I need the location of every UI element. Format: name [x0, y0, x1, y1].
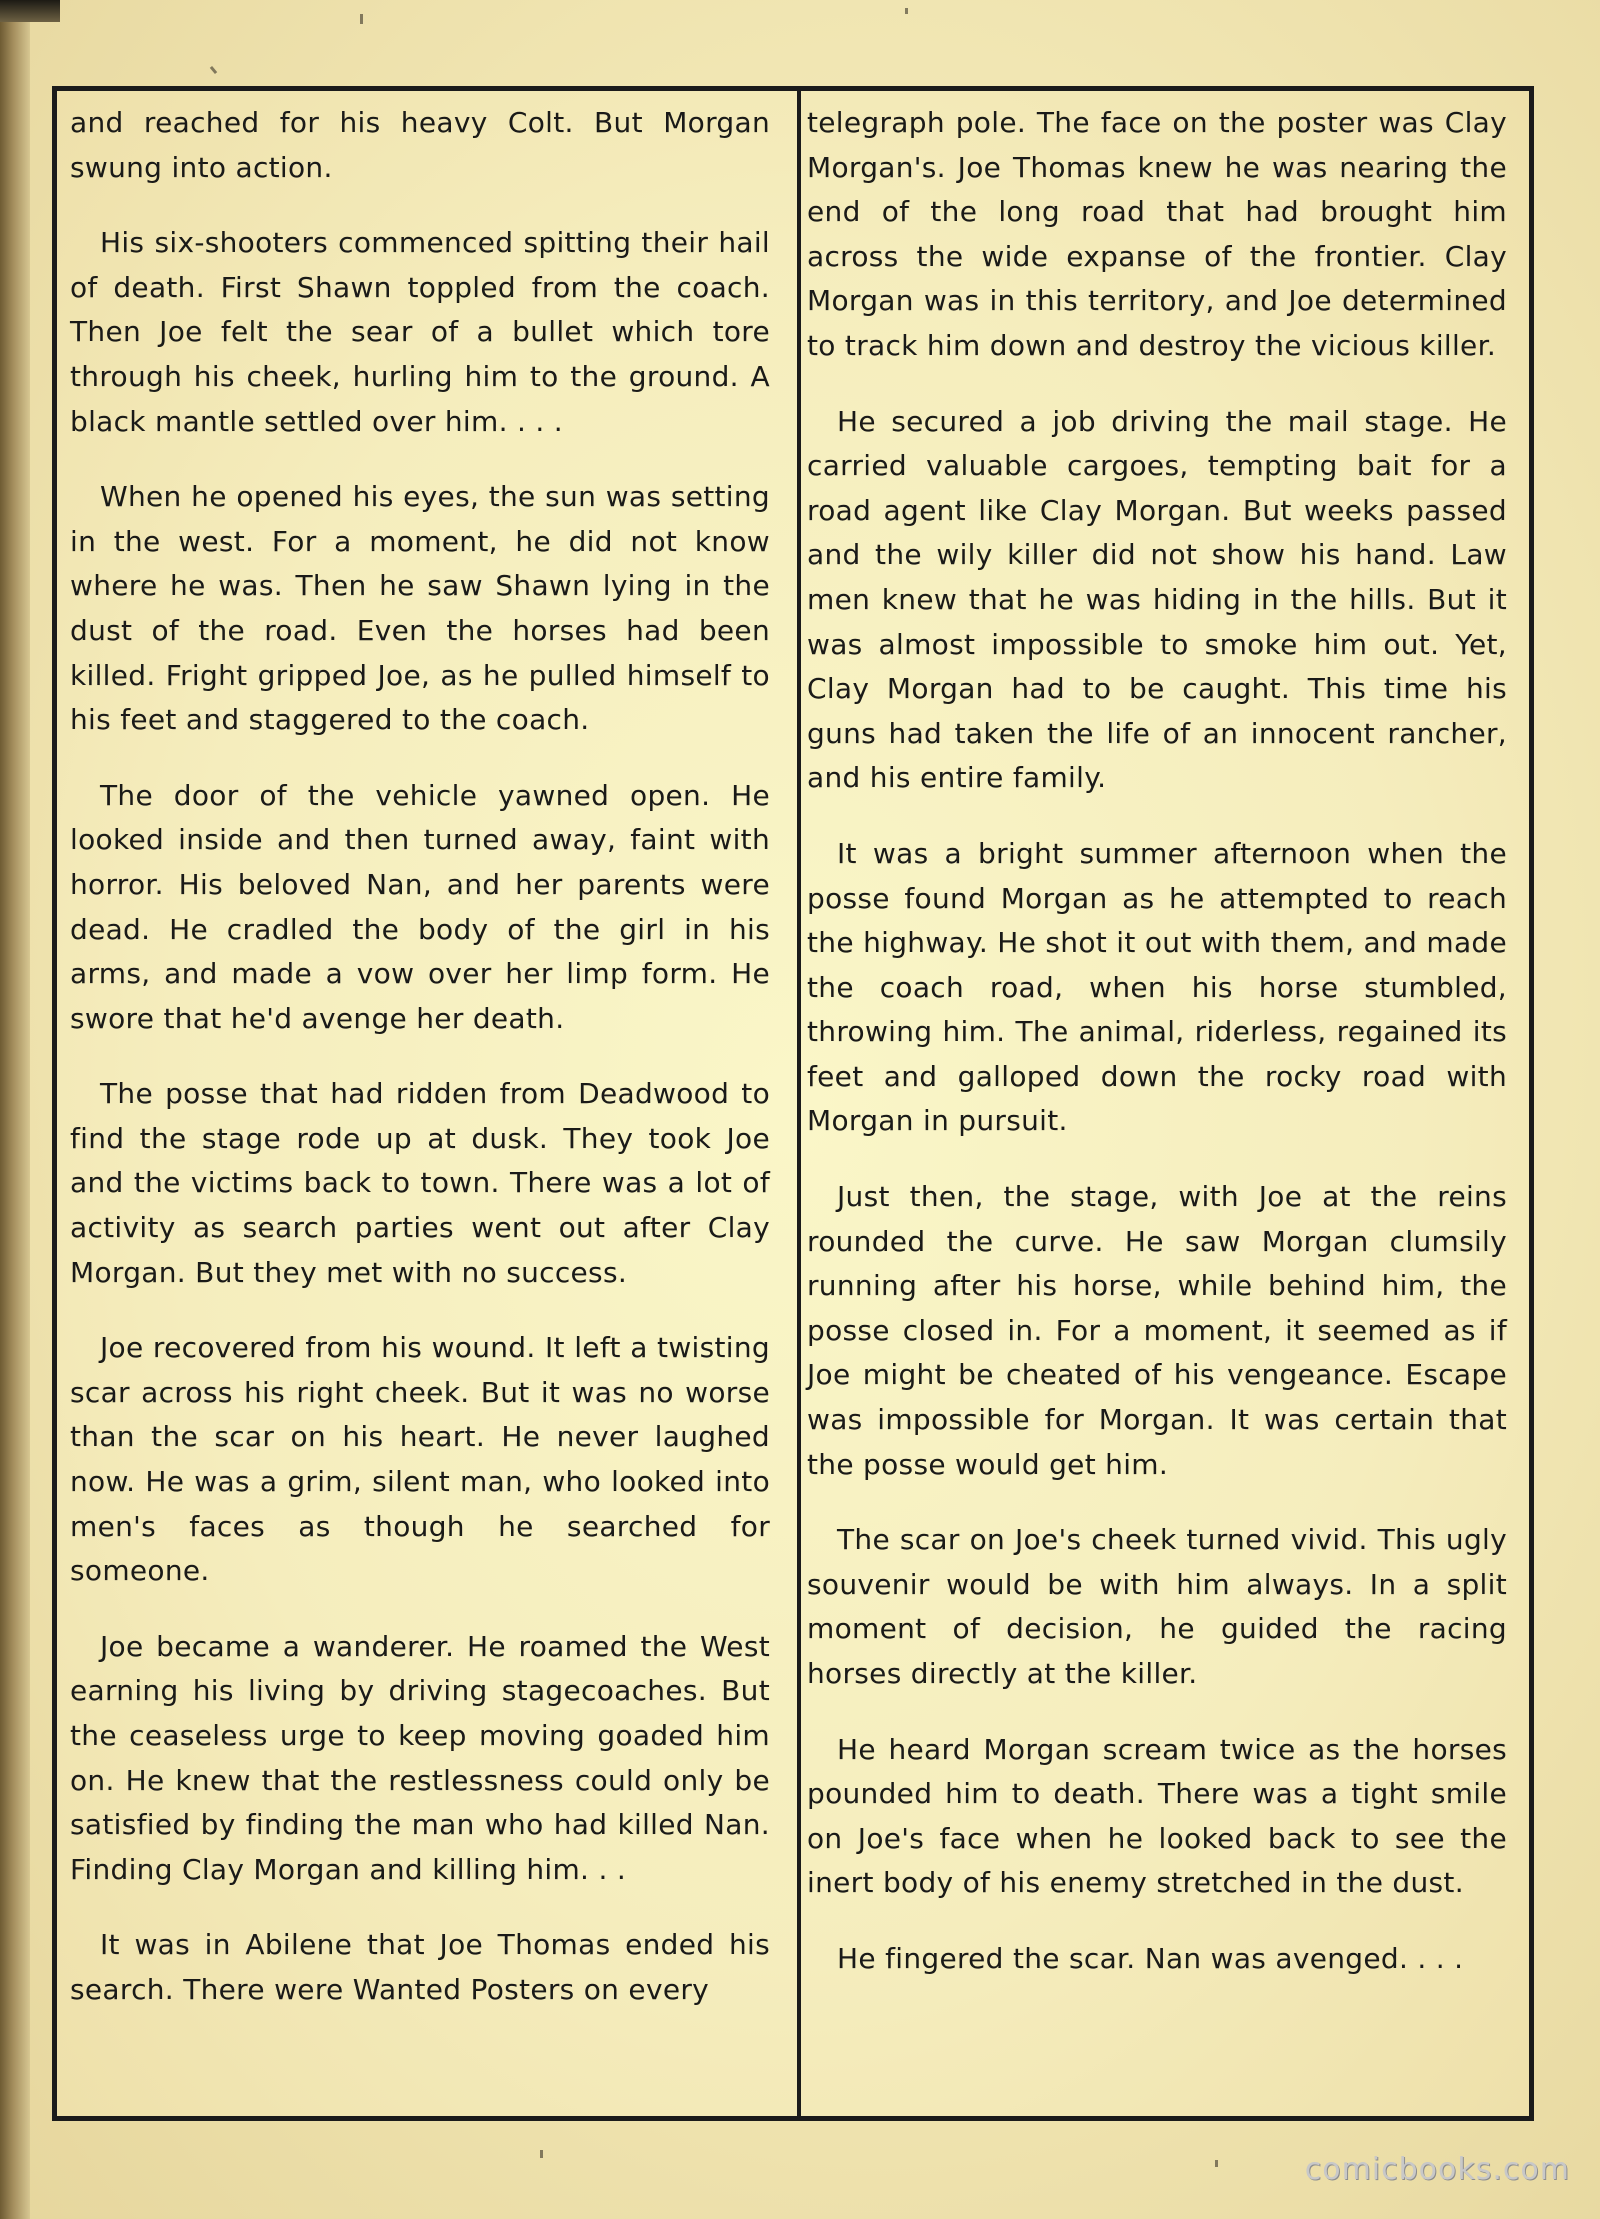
page-corner-shadow	[0, 0, 60, 22]
right-text-column	[807, 101, 1507, 1982]
column-divider	[797, 91, 801, 2116]
print-speck	[210, 66, 217, 74]
paragraph: Just then, the stage, with Joe at the reins rounded the curve. He saw Morgan clumsily running after his horse, while behind him, the posse closed in. For a moment, it seemed as if Joe might be cheated of his vengeance. Escape was impossible for Morgan. It was certain that the posse would get him.	[807, 1180, 1507, 1481]
paragraph: The scar on Joe's cheek turned vivid. This ugly souvenir would be with him always. In a split moment of decision, he guided the racing horses directly at the killer.	[807, 1523, 1507, 1690]
print-speck	[540, 2150, 543, 2158]
watermark: comicbooks.com	[1304, 2152, 1570, 2187]
paragraph: It was in Abilene that Joe Thomas ended his search. There were Wanted Posters on every	[70, 1928, 770, 2006]
paragraph: The posse that had ridden from Deadwood to find the stage rode up at dusk. They took Joe and the victims back to town. There was a lot of activity as search parties went out after Clay Morgan. But they met with no success.	[70, 1077, 770, 1289]
print-speck	[1215, 2160, 1218, 2167]
paragraph: He secured a job driving the mail stage. He carried valuable cargoes, tempting bait for a road agent like Clay Morgan. But weeks passed and the wily killer did not show his hand. Law men knew that he was hiding in the hills. But it was almost impossible to smoke him out. Yet, Clay Morgan had to be caught. This time his guns had taken the life of an innocent rancher, and his entire family.	[807, 404, 1507, 795]
left-text-column	[70, 101, 770, 2013]
paragraph: and reached for his heavy Colt. But Morgan swung into action.	[70, 106, 770, 184]
paragraph: Joe recovered from his wound. It left a twisting scar across his right cheek. But it was no worse than the scar on his heart. He never laughed now. He was a grim, silent man, who looked into men's faces as though he searched for someone.	[70, 1331, 770, 1588]
paragraph: It was a bright summer afternoon when the posse found Morgan as he attempted to reach the highway. He shot it out with them, and made the coach road, when his horse stumbled, throwing him. The animal, riderless, regained its feet and galloped down the rocky road with Morgan in pursuit.	[807, 836, 1507, 1138]
paragraph: His six-shooters commenced spitting their hail of death. First Shawn toppled from the coach. Then Joe felt the sear of a bullet which tore through his cheek, hurling him to the ground. A black mantle settled over him. . . .	[70, 226, 770, 438]
print-speck	[905, 8, 908, 14]
text-frame	[52, 86, 1534, 2121]
paragraph: Joe became a wanderer. He roamed the West earning his living by driving stagecoaches. But the ceaseless urge to keep moving goaded him on. He knew that the restlessness could only be satisfied by finding the man who had killed Nan. Finding Clay Morgan and killing him. . .	[70, 1629, 770, 1886]
paragraph: When he opened his eyes, the sun was setting in the west. For a moment, he did not know where he was. Then he saw Shawn lying in the dust of the road. Even the horses had been killed. Fright gripped Joe, as he pulled himself to his feet and staggered to the coach.	[70, 480, 770, 737]
paragraph: He heard Morgan scream twice as the horses pounded him to death. There was a tight smile on Joe's face when he looked back to see the inert body of his enemy stretched in the dust.	[807, 1732, 1507, 1900]
paragraph: He fingered the scar. Nan was avenged. . . .	[837, 1941, 1464, 1975]
print-speck	[360, 14, 363, 24]
paragraph: The door of the vehicle yawned open. He looked inside and then turned away, faint with horror. His beloved Nan, and her parents were dead. He cradled the body of the girl in his arms, and made a vow over her limp form. He swore that he'd avenge her death.	[70, 778, 770, 1035]
paragraph: telegraph pole. The face on the poster was Clay Morgan's. Joe Thomas knew he was nearing the end of the long road that had brought him across the wide expanse of the frontier. Clay Morgan was in this territory, and Joe determined to track him down and destroy the vicious killer.	[807, 106, 1507, 362]
page-binding-gutter	[0, 0, 30, 2219]
